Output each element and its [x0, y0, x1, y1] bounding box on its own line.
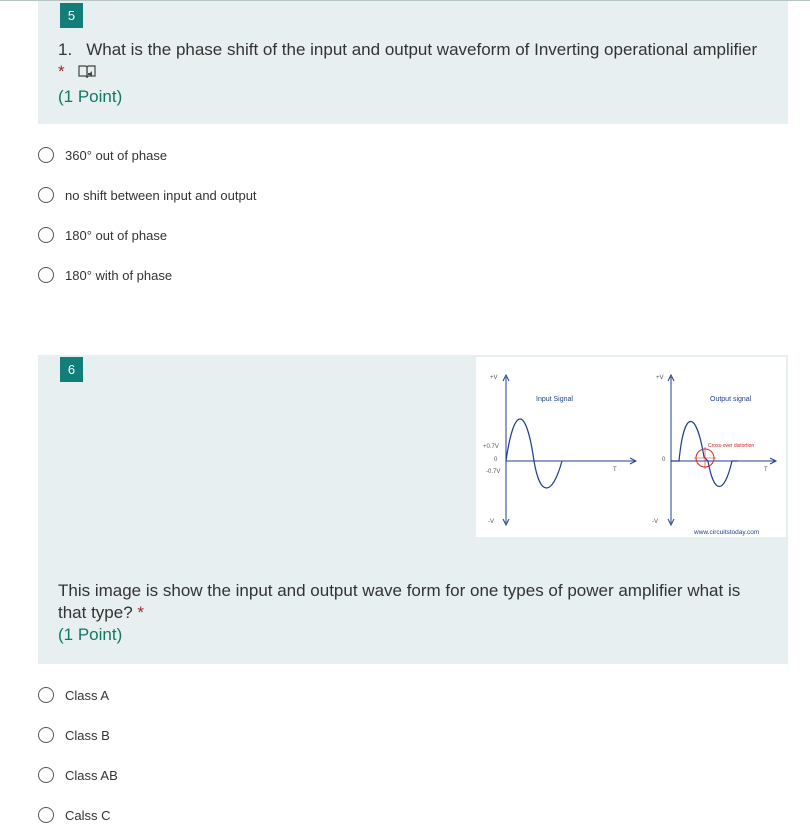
option-180-with-phase[interactable] — [38, 265, 172, 285]
option-label: 180° with of phase — [65, 267, 173, 283]
radio-button[interactable] — [38, 227, 54, 243]
radio-button[interactable] — [38, 147, 54, 163]
question-number-badge: 6 — [60, 357, 83, 382]
radio-button[interactable] — [38, 727, 54, 743]
output-signal-title: Output signal — [710, 396, 752, 403]
waveform-image — [476, 357, 786, 537]
option-class-ab[interactable] — [38, 765, 118, 785]
option-class-c[interactable] — [38, 805, 111, 825]
option-class-a[interactable] — [38, 685, 109, 705]
minus-v-label: -V — [652, 519, 658, 525]
option-180-out-of-phase[interactable] — [38, 225, 167, 245]
option-360-out-of-phase[interactable] — [38, 145, 167, 165]
minus-v-label: -V — [488, 519, 494, 525]
question-text: This image is show the input and output wave form for one types of power amplifier what is that type? — [58, 581, 741, 622]
plus-07-label: +0.7V — [483, 444, 499, 450]
required-marker: * — [137, 603, 145, 622]
radio-button[interactable] — [38, 767, 54, 783]
radio-button[interactable] — [38, 267, 54, 283]
option-label: 360° out of phase — [65, 147, 168, 163]
option-no-shift[interactable] — [38, 185, 257, 205]
radio-button[interactable] — [38, 807, 54, 823]
required-marker: * — [58, 62, 65, 81]
watermark-text: www.circuitstoday.com — [694, 529, 760, 536]
option-label: 180° out of phase — [65, 227, 168, 243]
question-5-card — [38, 1, 788, 124]
option-label: no shift between input and output — [65, 187, 257, 203]
crossover-distortion-label: Cross-over distortion — [708, 443, 755, 449]
plus-v-label: +V — [656, 375, 664, 381]
question-index: 1. — [58, 40, 73, 59]
input-signal-title: Input Signal — [536, 396, 573, 403]
question-6-title — [58, 580, 758, 646]
t-label: T — [613, 467, 617, 473]
minus-07-label: -0.7V — [486, 469, 501, 475]
option-label: Calss C — [65, 807, 111, 823]
option-label: Class A — [65, 687, 110, 703]
zero-label: 0 — [494, 457, 498, 463]
plus-v-label: +V — [490, 375, 498, 381]
option-label: Class B — [65, 727, 110, 743]
question-5-title — [58, 39, 758, 108]
question-text: What is the phase shift of the input and output waveform of Inverting operational amplifier — [86, 40, 758, 59]
option-label: Class AB — [65, 767, 118, 783]
zero-label: 0 — [662, 457, 666, 463]
question-points: (1 Point) — [58, 87, 123, 106]
immersive-reader-icon[interactable] — [77, 64, 97, 86]
t-label: T — [764, 467, 768, 473]
radio-button[interactable] — [38, 687, 54, 703]
question-6-card — [38, 355, 788, 664]
radio-button[interactable] — [38, 187, 54, 203]
option-class-b[interactable] — [38, 725, 110, 745]
question-points: (1 Point) — [58, 625, 123, 644]
question-number-badge: 5 — [60, 3, 83, 28]
